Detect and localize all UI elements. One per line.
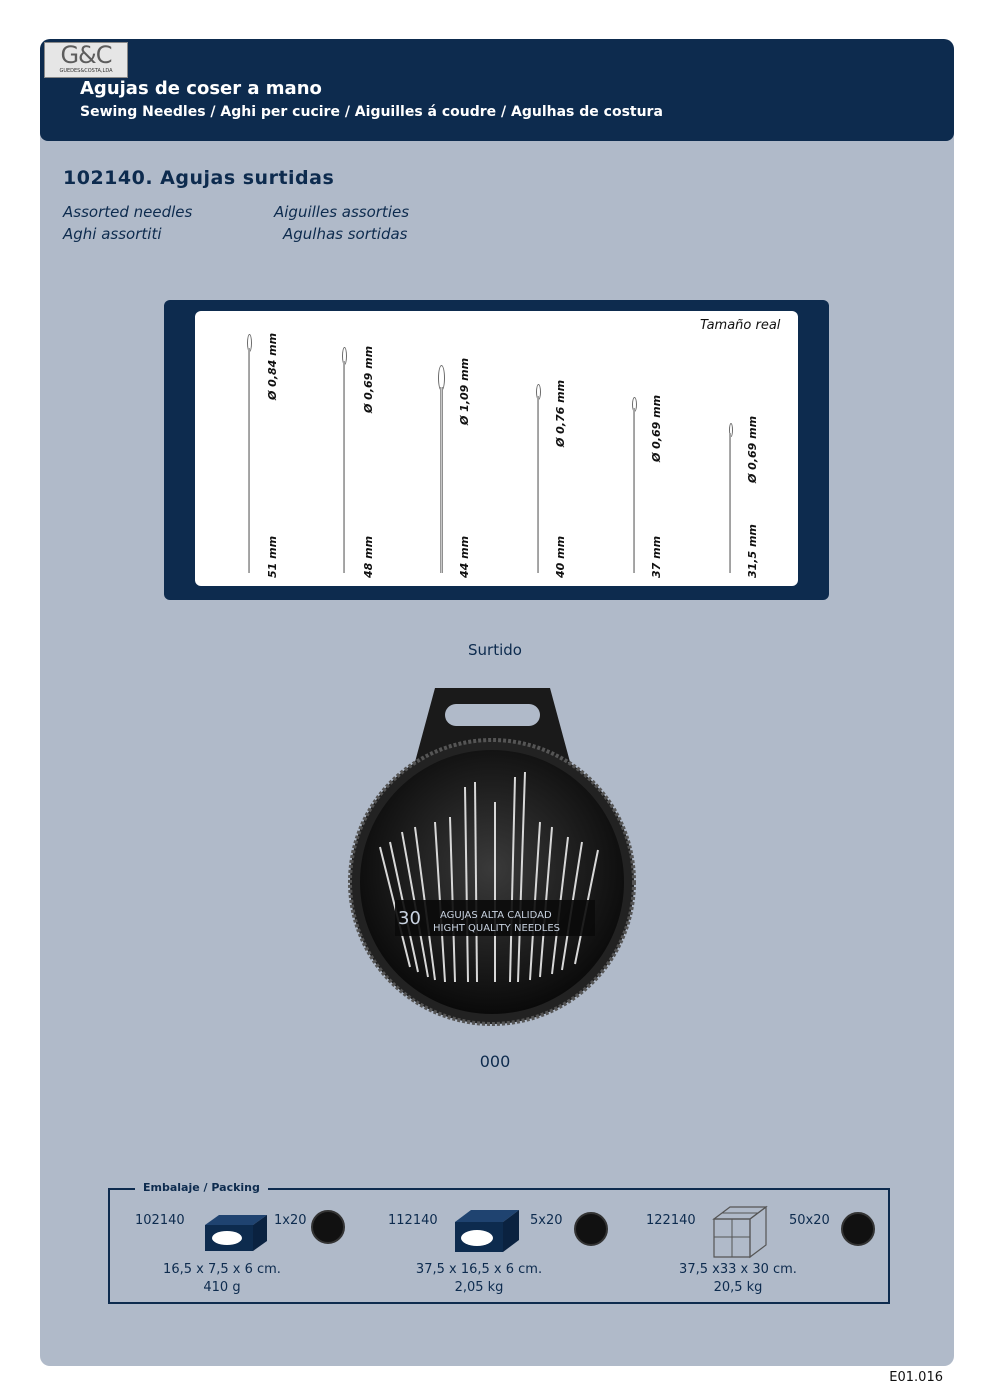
pack-2-weight: 2,05 kg: [454, 1280, 504, 1295]
needle-2: [343, 361, 345, 573]
pack-1-code: 102140: [135, 1213, 185, 1228]
product-title: 102140. Agujas surtidas: [63, 167, 335, 189]
needle-5-length: 37 mm: [650, 535, 663, 578]
case-thumbnail: [574, 1212, 608, 1246]
needle-4: [537, 396, 539, 573]
needle-3-diameter: Ø 1,09 mm: [458, 357, 471, 425]
translation-fr: Aiguilles assorties: [274, 203, 410, 221]
header-title: Agujas de coser a mano: [80, 78, 322, 99]
case-label-2: HIGHT QUALITY NEEDLES: [433, 923, 561, 934]
needle-1: [248, 348, 250, 573]
page-code: E01.016: [889, 1370, 943, 1385]
pack-1-dims: 16,5 x 7,5 x 6 cm.: [163, 1262, 281, 1277]
pack-3-dims: 37,5 x33 x 30 cm.: [679, 1262, 797, 1277]
needle-6-length: 31,5 mm: [746, 524, 759, 578]
logo-text: G&C: [60, 41, 112, 69]
pack-2-code: 112140: [388, 1213, 438, 1228]
needle-4-length: 40 mm: [554, 535, 567, 578]
needle-5-diameter: Ø 0,69 mm: [650, 394, 663, 462]
pack-1-weight: 410 g: [203, 1280, 241, 1295]
pack-3-code: 122140: [646, 1213, 696, 1228]
pack-2-qty: 5x20: [530, 1213, 563, 1228]
box-icon: [453, 1208, 521, 1254]
translation-pt: Agulhas sortidas: [283, 225, 408, 243]
translation-it: Aghi assortiti: [63, 225, 162, 243]
needle-1-length: 51 mm: [266, 535, 279, 578]
needle-2-length: 48 mm: [362, 535, 375, 578]
case-thumbnail: [311, 1210, 345, 1244]
needle-6-diameter: Ø 0,69 mm: [746, 415, 759, 483]
pack-2-dims: 37,5 x 16,5 x 6 cm.: [415, 1262, 543, 1277]
pack-1-qty: 1x20: [274, 1213, 307, 1228]
needle-1-diameter: Ø 0,84 mm: [266, 332, 279, 400]
pack-3-qty: 50x20: [789, 1213, 830, 1228]
needle-6: [729, 433, 731, 573]
carton-icon: [712, 1205, 768, 1259]
header-subtitle: Sewing Needles / Aghi per cucire / Aiguilles á coudre / Agulhas de costura: [80, 104, 663, 120]
actual-size-label: Tamaño real: [700, 318, 781, 333]
case-count: 30: [398, 908, 421, 929]
needle-chart-panel: [195, 311, 798, 586]
box-icon: [203, 1213, 269, 1253]
assortment-code: 000: [479, 1052, 511, 1071]
needle-5: [633, 408, 635, 573]
needle-4-diameter: Ø 0,76 mm: [554, 379, 567, 447]
needle-2-diameter: Ø 0,69 mm: [362, 345, 375, 413]
needle-case-image: [340, 682, 645, 1042]
translation-en: Assorted needles: [63, 203, 193, 221]
case-label-1: AGUJAS ALTA CALIDAD: [440, 910, 552, 921]
needle-3-length: 44 mm: [458, 535, 471, 578]
assortment-label: Surtido: [468, 641, 522, 659]
company-logo: [44, 42, 128, 78]
needle-3: [440, 387, 443, 573]
logo-subtext: GUEDES&COSTA,LDA: [59, 68, 113, 74]
case-thumbnail: [841, 1212, 875, 1246]
packing-legend: Embalaje / Packing: [135, 1181, 268, 1194]
pack-3-weight: 20,5 kg: [713, 1280, 763, 1295]
